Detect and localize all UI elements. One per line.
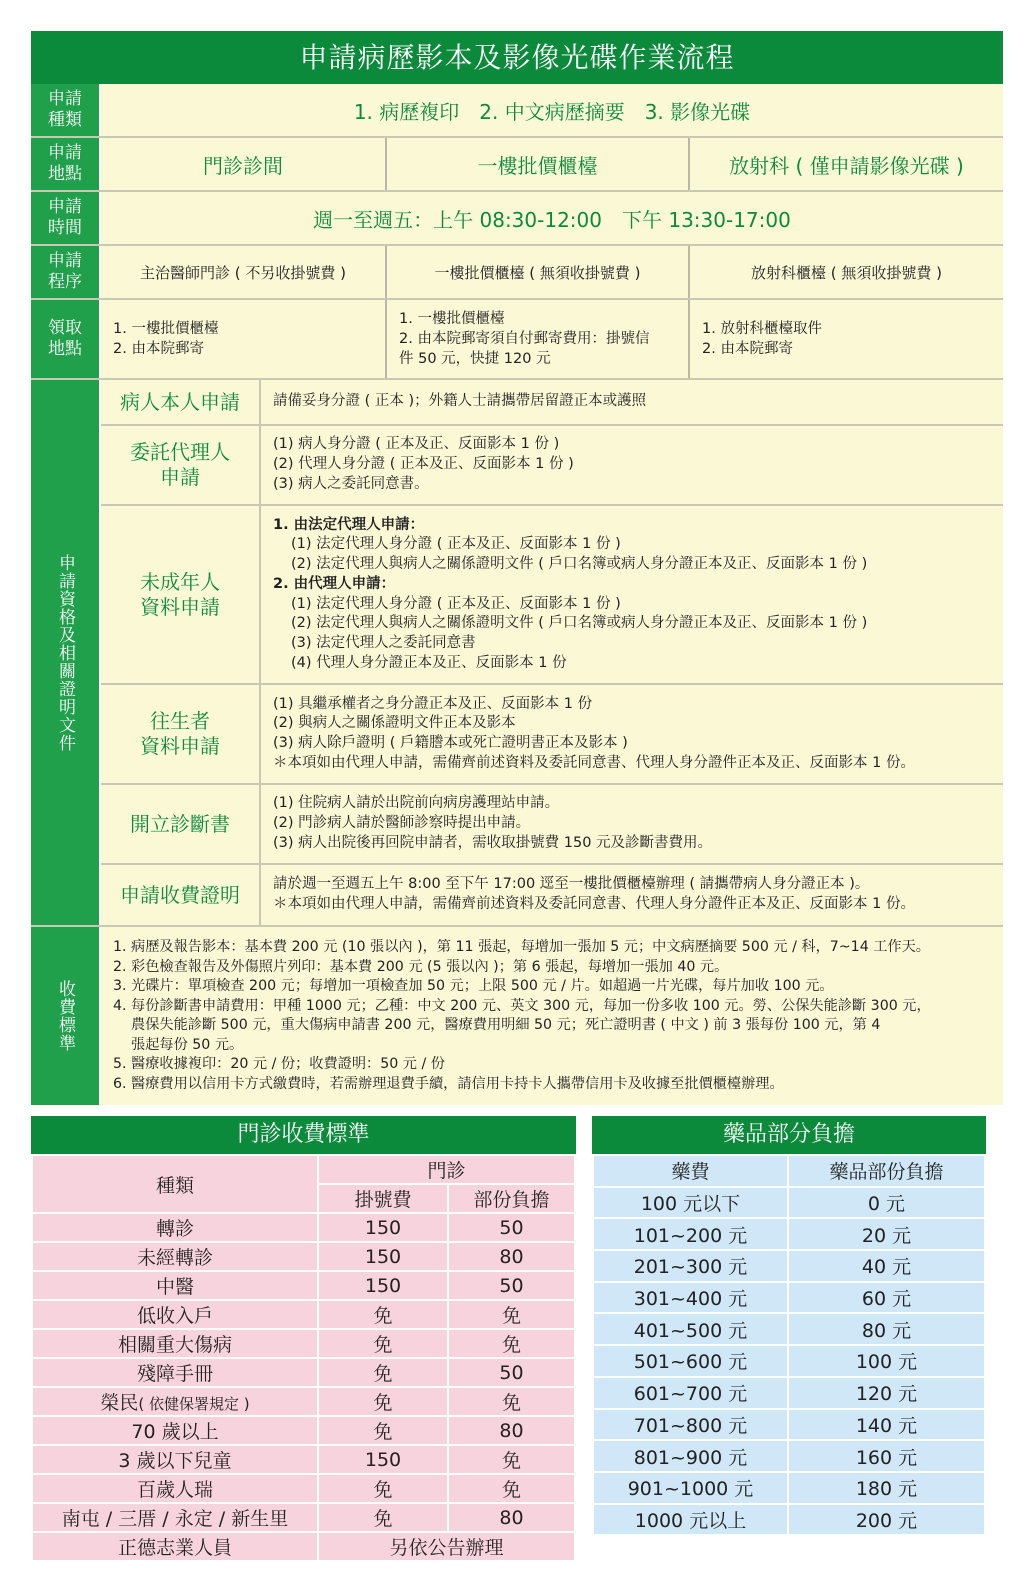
application-hours: 週一至週五：上午 08:30-12:00 下午 13:30-17:00 bbox=[101, 192, 1003, 244]
row-label: 申請 時間 bbox=[31, 192, 101, 244]
row-registration: 免 bbox=[318, 1503, 448, 1532]
row-drug-fee: 701~800 元 bbox=[593, 1409, 788, 1441]
drug-table-title: 藥品部分負擔 bbox=[592, 1116, 986, 1154]
row-copay: 50 bbox=[448, 1213, 575, 1242]
row-drug-copay: 80 元 bbox=[788, 1313, 985, 1345]
qual-desc: (1) 病人身分證 ( 正本及正、反面影本 1 份 ) (2) 代理人身分證 ( 正本及正、反面影本 1 份 ) (3) 病人之委託同意書。 bbox=[261, 426, 1003, 504]
row-label: 領取 地點 bbox=[31, 300, 101, 378]
row-label: 申請 地點 bbox=[31, 138, 101, 190]
table-row bbox=[593, 1345, 985, 1377]
place-billing-counter: 一樓批價櫃檯 bbox=[387, 138, 690, 190]
table-row bbox=[32, 1300, 575, 1329]
qual-row-self bbox=[101, 380, 1003, 426]
row-type: 3 歲以下兒童 bbox=[32, 1445, 318, 1474]
table-row bbox=[593, 1218, 985, 1250]
page-title: 申請病歷影本及影像光碟作業流程 bbox=[31, 31, 1003, 84]
row-copay: 50 bbox=[448, 1271, 575, 1300]
table-row bbox=[593, 1282, 985, 1314]
row-drug-fee: 601~700 元 bbox=[593, 1377, 788, 1409]
row-drug-copay: 200 元 bbox=[788, 1504, 985, 1536]
qual-row-diagnosis bbox=[101, 785, 1003, 865]
row-type: 相關重大傷病 bbox=[32, 1329, 318, 1358]
row-drug-fee: 501~600 元 bbox=[593, 1345, 788, 1377]
row-copay: 免 bbox=[448, 1329, 575, 1358]
table-row bbox=[593, 1440, 985, 1472]
row-label: 申請 程序 bbox=[31, 246, 101, 298]
table-row bbox=[32, 1416, 575, 1445]
row-registration: 免 bbox=[318, 1300, 448, 1329]
qual-name: 委託代理人 申請 bbox=[101, 426, 261, 504]
head-outpatient: 門診 bbox=[318, 1155, 575, 1184]
qual-name: 申請收費證明 bbox=[101, 865, 261, 925]
head-drug-fee: 藥費 bbox=[593, 1155, 788, 1187]
qual-desc: (1) 住院病人請於出院前向病房護理站申請。 (2) 門診病人請於醫師診察時提出申請。 (3) 病人出院後再回院申請者，需收取掛號費 150 元及診斷書費用。 bbox=[261, 785, 1003, 863]
table-row bbox=[593, 1504, 985, 1536]
qual-row-receipt bbox=[101, 865, 1003, 925]
row-type: 低收入戶 bbox=[32, 1300, 318, 1329]
row-application-place bbox=[31, 138, 1003, 192]
procedure-outpatient: 主治醫師門診 ( 不另收掛號費 ) bbox=[101, 246, 387, 298]
table-row bbox=[32, 1329, 575, 1358]
row-registration: 150 bbox=[318, 1242, 448, 1271]
table-row bbox=[593, 1377, 985, 1409]
fees-section bbox=[31, 927, 1003, 1105]
row-drug-copay: 160 元 bbox=[788, 1440, 985, 1472]
place-outpatient: 門診診間 bbox=[101, 138, 387, 190]
qualification-label: 申請資格及相關證明文件 bbox=[31, 380, 101, 925]
row-copay: 免 bbox=[448, 1300, 575, 1329]
head-copay: 部份負擔 bbox=[448, 1184, 575, 1213]
drug-copay-table bbox=[592, 1116, 986, 1536]
row-copay: 80 bbox=[448, 1416, 575, 1445]
table-row bbox=[32, 1271, 575, 1300]
row-registration: 免 bbox=[318, 1387, 448, 1416]
qual-row-deceased bbox=[101, 685, 1003, 785]
row-drug-copay: 40 元 bbox=[788, 1250, 985, 1282]
head-registration: 掛號費 bbox=[318, 1184, 448, 1213]
row-copay: 免 bbox=[448, 1474, 575, 1503]
pickup-billing-counter: 1. 一樓批價櫃檯 2. 由本院郵寄須自付郵寄費用：掛號信 件 50 元，快捷 120 元 bbox=[387, 300, 690, 378]
fees-label: 收費標準 bbox=[31, 927, 101, 1105]
qual-row-agent bbox=[101, 426, 1003, 506]
row-drug-fee: 101~200 元 bbox=[593, 1218, 788, 1250]
row-drug-fee: 201~300 元 bbox=[593, 1250, 788, 1282]
row-drug-copay: 60 元 bbox=[788, 1282, 985, 1314]
row-drug-fee: 100 元以下 bbox=[593, 1187, 788, 1219]
row-registration: 免 bbox=[318, 1416, 448, 1445]
row-registration: 150 bbox=[318, 1445, 448, 1474]
table-row bbox=[593, 1313, 985, 1345]
procedure-radiology: 放射科櫃檯 ( 無須收掛號費 ) bbox=[690, 246, 1003, 298]
row-type: 中醫 bbox=[32, 1271, 318, 1300]
procedure-billing-counter: 一樓批價櫃檯 ( 無須收掛號費 ) bbox=[387, 246, 690, 298]
row-copay: 80 bbox=[448, 1503, 575, 1532]
qual-name: 未成年人 資料申請 bbox=[101, 506, 261, 683]
table-row bbox=[593, 1187, 985, 1219]
head-drug-copay: 藥品部份負擔 bbox=[788, 1155, 985, 1187]
row-copay: 免 bbox=[448, 1445, 575, 1474]
row-drug-fee: 801~900 元 bbox=[593, 1440, 788, 1472]
table-row bbox=[593, 1409, 985, 1441]
qual-row-minor bbox=[101, 506, 1003, 685]
row-drug-copay: 100 元 bbox=[788, 1345, 985, 1377]
row-drug-copay: 120 元 bbox=[788, 1377, 985, 1409]
outpatient-fee-table bbox=[31, 1116, 576, 1562]
row-label: 申請 種類 bbox=[31, 84, 101, 136]
application-types: 1. 病歷複印 2. 中文病歷摘要 3. 影像光碟 bbox=[101, 84, 1003, 136]
row-drug-copay: 0 元 bbox=[788, 1187, 985, 1219]
row-type: 榮民( 依健保署規定 ) bbox=[32, 1387, 318, 1416]
row-type: 百歲人瑞 bbox=[32, 1474, 318, 1503]
row-registration: 免 bbox=[318, 1474, 448, 1503]
row-registration: 150 bbox=[318, 1213, 448, 1242]
row-application-time bbox=[31, 192, 1003, 246]
row-drug-copay: 140 元 bbox=[788, 1409, 985, 1441]
row-copay: 50 bbox=[448, 1358, 575, 1387]
place-radiology: 放射科 ( 僅申請影像光碟 ) bbox=[690, 138, 1003, 190]
row-application-type bbox=[31, 84, 1003, 138]
table-row bbox=[593, 1472, 985, 1504]
process-panel bbox=[31, 31, 1003, 1105]
row-drug-copay: 180 元 bbox=[788, 1472, 985, 1504]
table-row bbox=[32, 1445, 575, 1474]
qual-name: 往生者 資料申請 bbox=[101, 685, 261, 783]
row-type: 未經轉診 bbox=[32, 1242, 318, 1271]
row-drug-copay: 20 元 bbox=[788, 1218, 985, 1250]
table-row bbox=[32, 1387, 575, 1416]
row-type: 70 歲以上 bbox=[32, 1416, 318, 1445]
row-drug-fee: 901~1000 元 bbox=[593, 1472, 788, 1504]
qual-desc: 1. 由法定代理人申請： (1) 法定代理人身分證 ( 正本及正、反面影本 1 份 ) (2) 法定代理人與病人之關係證明文件 ( 戶口名簿或病人身分證正本及正、反面影本 1 份 ) 2. 由代理人申請： (1) 法定代理人身分證 ( 正本及正、反面影本 1 份 ) (2) 法定代理人與病人之關係證明文件 ( 戶口名簿或病人身分證正本及正、反面影本 1 份 ) (3) 法定代理人之委託同意書 (4) 代理人身分證正本及正、反面影本 1 份 bbox=[261, 506, 1003, 683]
row-copay: 免 bbox=[448, 1387, 575, 1416]
table-row bbox=[32, 1242, 575, 1271]
table-row bbox=[32, 1532, 575, 1561]
row-drug-fee: 401~500 元 bbox=[593, 1313, 788, 1345]
table-row bbox=[593, 1250, 985, 1282]
table-row bbox=[32, 1358, 575, 1387]
row-registration: 免 bbox=[318, 1358, 448, 1387]
table-row bbox=[32, 1213, 575, 1242]
row-registration: 免 bbox=[318, 1329, 448, 1358]
qual-desc: (1) 具繼承權者之身分證正本及正、反面影本 1 份 (2) 與病人之關係證明文件正本及影本 (3) 病人除戶證明 ( 戶籍謄本或死亡證明書正本及影本 ) ＊本項如由代理人申請，需備齊前述資料及委託同意書、代理人身分證件正本及正、反面影本 1 份。 bbox=[261, 685, 1003, 783]
qual-name: 開立診斷書 bbox=[101, 785, 261, 863]
qual-desc: 請備妥身分證 ( 正本 )；外籍人士請攜帶居留證正本或護照 bbox=[261, 380, 1003, 424]
qual-name: 病人本人申請 bbox=[101, 380, 261, 424]
qual-desc: 請於週一至週五上午 8:00 至下午 17:00 逕至一樓批價櫃檯辦理 ( 請攜帶病人身分證正本 )。 ＊本項如由代理人申請，需備齊前述資料及委託同意書、代理人身分證件正本及正、反面影本 1 份。 bbox=[261, 865, 1003, 925]
table-row bbox=[32, 1503, 575, 1532]
row-registration: 150 bbox=[318, 1271, 448, 1300]
pickup-outpatient: 1. 一樓批價櫃檯 2. 由本院郵寄 bbox=[101, 300, 387, 378]
qualification-section bbox=[31, 380, 1003, 927]
head-type: 種類 bbox=[32, 1155, 318, 1213]
pickup-radiology: 1. 放射科櫃檯取件 2. 由本院郵寄 bbox=[690, 300, 1003, 378]
table-row bbox=[32, 1474, 575, 1503]
row-type: 南屯 / 三厝 / 永定 / 新生里 bbox=[32, 1503, 318, 1532]
row-drug-fee: 1000 元以上 bbox=[593, 1504, 788, 1536]
row-drug-fee: 301~400 元 bbox=[593, 1282, 788, 1314]
outpatient-table-title: 門診收費標準 bbox=[31, 1116, 576, 1154]
row-type: 殘障手冊 bbox=[32, 1358, 318, 1387]
row-type: 正德志業人員 bbox=[32, 1532, 318, 1561]
row-application-procedure bbox=[31, 246, 1003, 300]
fees-body: 1. 病歷及報告影本：基本費 200 元 (10 張以內 )，第 11 張起，每增加一張加 5 元；中文病歷摘要 500 元 / 科，7~14 工作天。 2. 彩色檢查報告及外傷照片列印：基本費 200 元 (5 張以內 )；第 6 張起，每增加一張加 40 元。 3. 光碟片：單項檢查 200 元；每增加一項檢查加 50 元；上限 500 元 / 片。如超過一片光碟，每片加收 100 元。 4. 每份診斷書申請費用：甲種 1000 元；乙種：中文 200 元、英文 300 元，每加一份多收 100 元。勞、公保失能診斷 300 元， 農保失能診斷 500 元，重大傷病申請書 200 元，醫療費用明細 50 元；死亡證明書 ( 中文 ) 前 3 張每份 100 元，第 4 張起每份 50 元。 5. 醫療收據複印：20 元 / 份；收費證明：50 元 / 份 6. 醫療費用以信用卡方式繳費時，若需辦理退費手續，請信用卡持卡人攜帶信用卡及收據至批價櫃檯辦理。 bbox=[101, 927, 1003, 1105]
row-note: 另依公告辦理 bbox=[318, 1532, 575, 1561]
row-copay: 80 bbox=[448, 1242, 575, 1271]
row-type: 轉診 bbox=[32, 1213, 318, 1242]
row-pickup-place bbox=[31, 300, 1003, 380]
